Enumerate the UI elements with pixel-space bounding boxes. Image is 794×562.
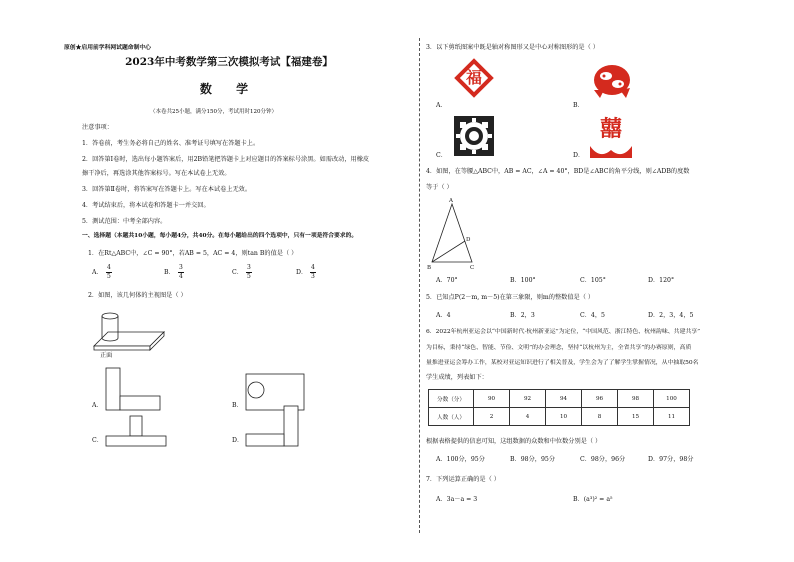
note-2-cont: 擦干净后，再选涂其他答案标号。写在本试卷上无效。 xyxy=(82,170,231,177)
q6-option-b: B．98分，95分 xyxy=(510,456,556,463)
q4-label-b: B xyxy=(427,265,432,271)
table-header-count: 人数（人） xyxy=(429,408,474,426)
q2-front-label: 正面 xyxy=(100,352,113,359)
q2-option-b-label: B． xyxy=(232,402,243,409)
q2-stem: 2．如图，该几何体的主视图是（ ） xyxy=(88,292,187,299)
q7-stem: 7．下列运算正确的是（ ） xyxy=(426,476,500,483)
table-row-scores xyxy=(429,390,690,408)
q4-label-c: C xyxy=(470,265,475,271)
subject-title: 数 学 xyxy=(199,82,259,96)
q1-option-d-fraction: 4 3 xyxy=(311,264,315,280)
q5-option-a: A．4 xyxy=(436,312,451,319)
table-cell: 92 xyxy=(510,390,546,408)
q5-option-c: C．4，5 xyxy=(580,312,605,319)
q2-option-c-figure xyxy=(104,414,168,448)
table-cell: 98 xyxy=(618,390,654,408)
q4-option-d: D．120° xyxy=(648,277,675,284)
q5-option-b: B．2，3 xyxy=(510,312,535,319)
q3-option-d-label: D． xyxy=(573,152,585,159)
note-3: 3．回答第Ⅱ卷时，将答案写在答题卡上。写在本试卷上无效。 xyxy=(82,186,252,193)
q3-option-c-label: C． xyxy=(436,152,447,159)
section-1-heading: 一、选择题（本题共10小题，每小题4分，共40分。在每小题给出的四个选项中，只有一项是符合要求的。 xyxy=(82,233,358,239)
q6-line-3: 量推进亚运会筹办工作，某校对亚运知识进行了相关普及，学生会为了了解学生掌握情况，从中抽取50名 xyxy=(426,360,699,366)
table-cell: 96 xyxy=(582,390,618,408)
table-cell: 11 xyxy=(654,408,690,426)
q3-paper-cut-fish xyxy=(590,60,634,100)
q3-paper-cut-fu xyxy=(454,58,494,98)
q3-paper-cut-lattice xyxy=(452,114,496,158)
table-cell: 8 xyxy=(582,408,618,426)
table-cell: 4 xyxy=(510,408,546,426)
q4-label-a: A xyxy=(449,198,453,204)
table-cell: 90 xyxy=(474,390,510,408)
q1-option-c-letter: C． xyxy=(232,269,243,276)
q1-option-b-letter: B． xyxy=(164,269,175,276)
table-cell: 100 xyxy=(654,390,690,408)
q6-line-4: 学生成绩，列表如下： xyxy=(426,374,488,381)
q1-option-b-fraction: 3 4 xyxy=(179,264,183,280)
table-row-counts xyxy=(429,408,690,426)
q2-solid-figure xyxy=(92,302,172,356)
table-cell: 2 xyxy=(474,408,510,426)
q6-option-d: D．97分，98分 xyxy=(648,456,694,463)
xi-character: 囍 xyxy=(599,116,622,142)
q6-line-1: 6．2022年杭州亚运会以“中国新时代·杭州新亚运”为定位，“中国风范、浙江特色、杭州韵味、共建共享” xyxy=(426,329,701,335)
q6-question: 根据表格提供的信息可知，这组数据的众数和中位数分别是（ ） xyxy=(426,438,602,445)
q3-option-a-label: A． xyxy=(436,102,447,109)
q6-score-table xyxy=(428,389,690,426)
q3-stem: 3．以下剪纸图案中既是轴对称图形又是中心对称图形的是（ ） xyxy=(426,44,599,51)
table-cell: 10 xyxy=(546,408,582,426)
column-divider xyxy=(419,38,420,533)
q3-option-b-label: B． xyxy=(573,102,584,109)
exam-title: 2023年中考数学第三次模拟考试【福建卷】 xyxy=(125,56,333,68)
note-5: 5．测试范围：中考全部内容。 xyxy=(82,218,167,225)
q1-options xyxy=(92,264,422,284)
q5-stem: 5．已知点P(2－m, m－5)在第三象限，则m的整数值是（ ） xyxy=(426,294,595,301)
q1-option-a-fraction: 4 5 xyxy=(107,264,111,280)
q7-option-a: A．3a－a = 3 xyxy=(436,496,478,503)
q4-stem-line2: 等于（ ） xyxy=(426,184,453,191)
note-1: 1．答卷前，考生务必将自己的姓名、准考证号填写在答题卡上。 xyxy=(82,140,260,147)
q6-option-c: C．98分，96分 xyxy=(580,456,626,463)
q4-triangle-figure xyxy=(428,196,480,272)
notes-heading: 注意事项： xyxy=(82,124,113,131)
q6-option-a: A．100分，95分 xyxy=(436,456,485,463)
q3-paper-cut-xi xyxy=(588,114,634,160)
q1-option-c-fraction: 3 5 xyxy=(247,264,251,280)
q1-option-d-letter: D． xyxy=(296,269,308,276)
table-cell: 15 xyxy=(618,408,654,426)
q4-option-b: B．100° xyxy=(510,277,536,284)
q2-option-d-figure xyxy=(244,404,302,448)
q4-option-a: A．70° xyxy=(436,277,458,284)
xi-base-ornament xyxy=(588,142,634,160)
q5-option-d: D．2，3，4，5 xyxy=(648,312,694,319)
q2-option-a-label: A． xyxy=(92,402,103,409)
q7-option-b: B．(a³)² = a⁵ xyxy=(573,496,613,503)
q2-option-a-figure xyxy=(104,366,162,412)
note-4: 4．考试结束后，将本试卷和答题卡一并交回。 xyxy=(82,202,210,209)
table-cell: 94 xyxy=(546,390,582,408)
q1-option-a-letter: A． xyxy=(92,269,103,276)
q6-line-2: 为目标，秉持“绿色、智能、节俭、文明”的办会理念，坚持“以杭州为主，全省共享”的办赛原则，高质 xyxy=(426,345,692,351)
note-2: 2．回答第Ⅰ卷时，选出每小题答案后，用2B铅笔把答题卡上对应题目的答案标号涂黑。如需改动，用橡皮 xyxy=(82,156,370,163)
table-header-score: 分数（分） xyxy=(429,390,474,408)
q2-option-c-label: C． xyxy=(92,437,103,444)
q1-stem: 1．在Rt△ABC中，∠C = 90°，若AB = 5，AC = 4，则tan B的值是（ ） xyxy=(88,250,298,257)
q2-option-d-label: D． xyxy=(232,437,244,444)
watermark-text: 原创★启用前学科网试题命制中心 xyxy=(64,45,151,51)
q4-label-d: D xyxy=(466,237,471,243)
exam-info: （本卷共25小题，满分150分，考试用时120分钟） xyxy=(150,109,277,115)
q4-option-c: C．105° xyxy=(580,277,606,284)
fu-character: 福 xyxy=(465,68,482,87)
q4-stem-line1: 4．如图，在等腰△ABC中，AB = AC，∠A = 40°，BD是∠ABC的角平分线，则∠ADB的度数 xyxy=(426,168,690,175)
